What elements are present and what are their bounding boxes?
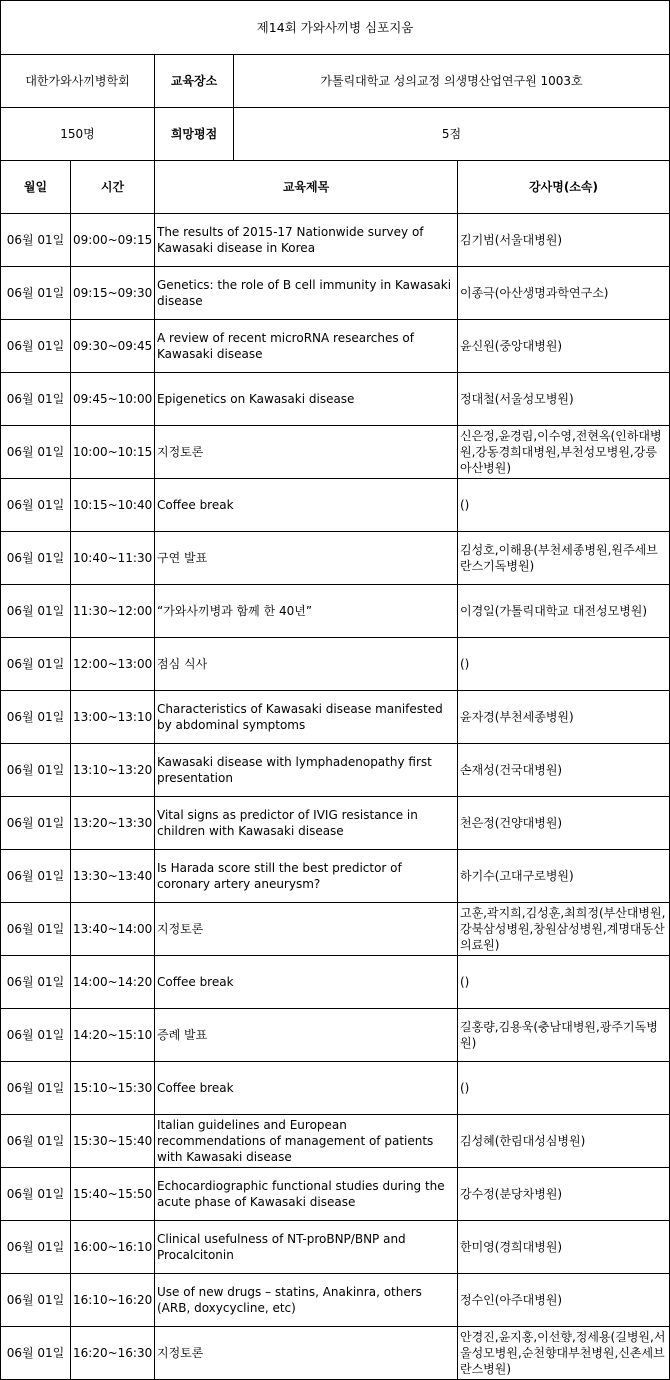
table-row [1, 638, 670, 691]
session-date: 06월 01일 [1, 638, 71, 691]
table-row [1, 744, 670, 797]
session-date: 06월 01일 [1, 1221, 71, 1274]
session-date: 06월 01일 [1, 320, 71, 373]
session-date: 06월 01일 [1, 744, 71, 797]
session-time: 13:10~13:20 [71, 744, 155, 797]
session-time: 15:40~15:50 [71, 1168, 155, 1221]
table-row [1, 1009, 670, 1062]
session-time: 16:00~16:10 [71, 1221, 155, 1274]
session-topic: 지정토론 [155, 1327, 458, 1380]
session-speaker: 김기범(서울대병원) [458, 214, 670, 267]
page-title: 제14회 가와사끼병 심포지움 [1, 1, 670, 55]
session-time: 15:30~15:40 [71, 1115, 155, 1168]
session-topic: 지정토론 [155, 903, 458, 956]
session-date: 06월 01일 [1, 1009, 71, 1062]
session-speaker: 정수인(아주대병원) [458, 1274, 670, 1327]
table-row [1, 479, 670, 532]
header-row [1, 161, 670, 214]
session-speaker: 천은정(건양대병원) [458, 797, 670, 850]
session-date: 06월 01일 [1, 797, 71, 850]
session-topic: Epigenetics on Kawasaki disease [155, 373, 458, 426]
session-speaker: () [458, 479, 670, 532]
session-speaker: 강수정(분당차병원) [458, 1168, 670, 1221]
table-row [1, 267, 670, 320]
table-row [1, 532, 670, 585]
organizer: 대한가와사끼병학회 [1, 55, 155, 108]
session-topic: Italian guidelines and European recommendations of management of patients with Kawasaki disease [155, 1115, 458, 1168]
session-speaker: 안경진,윤지홍,이선향,정세용(길병원,서울성모병원,순천향대부천병원,신촌세브란스병원) [458, 1327, 670, 1380]
session-date: 06월 01일 [1, 267, 71, 320]
session-date: 06월 01일 [1, 479, 71, 532]
session-time: 10:00~10:15 [71, 426, 155, 479]
table-row [1, 426, 670, 479]
session-topic: Clinical usefulness of NT-proBNP/BNP and Procalcitonin [155, 1221, 458, 1274]
table-row [1, 585, 670, 638]
table-row [1, 1221, 670, 1274]
table-row [1, 691, 670, 744]
session-date: 06월 01일 [1, 373, 71, 426]
table-row [1, 373, 670, 426]
session-speaker: 신은정,윤경림,이수영,전현옥(인하대병원,강동경희대병원,부천성모병원,강릉아산병원) [458, 426, 670, 479]
session-date: 06월 01일 [1, 691, 71, 744]
session-topic: Use of new drugs – statins, Anakinra, others (ARB, doxycycline, etc) [155, 1274, 458, 1327]
session-time: 14:20~15:10 [71, 1009, 155, 1062]
session-speaker: 이종극(아산생명과학연구소) [458, 267, 670, 320]
session-speaker: 고훈,곽지희,김성훈,최희정(부산대병원,강북삼성병원,창원삼성병원,계명대동산의료원) [458, 903, 670, 956]
session-date: 06월 01일 [1, 532, 71, 585]
session-time: 13:30~13:40 [71, 850, 155, 903]
header-time: 시간 [71, 161, 155, 214]
session-date: 06월 01일 [1, 1274, 71, 1327]
session-speaker: 하기수(고대구로병원) [458, 850, 670, 903]
table-row [1, 1115, 670, 1168]
session-topic: Vital signs as predictor of IVIG resistance in children with Kawasaki disease [155, 797, 458, 850]
session-speaker: 김성호,이해용(부천세종병원,원주세브란스기독병원) [458, 532, 670, 585]
session-speaker: 정대철(서울성모병원) [458, 373, 670, 426]
venue: 가톨릭대학교 성의교정 의생명산업연구원 1003호 [234, 55, 670, 108]
rating: 5점 [234, 108, 670, 161]
session-date: 06월 01일 [1, 1168, 71, 1221]
session-topic: Echocardiographic functional studies during the acute phase of Kawasaki disease [155, 1168, 458, 1221]
rating-label: 희망평점 [155, 108, 234, 161]
table-row [1, 1062, 670, 1115]
session-time: 15:10~15:30 [71, 1062, 155, 1115]
header-speaker: 강사명(소속) [458, 161, 670, 214]
session-topic: “가와사끼병과 함께 한 40년” [155, 585, 458, 638]
session-topic: The results of 2015-17 Nationwide survey of Kawasaki disease in Korea [155, 214, 458, 267]
session-topic: Coffee break [155, 956, 458, 1009]
session-topic: 구연 발표 [155, 532, 458, 585]
session-date: 06월 01일 [1, 903, 71, 956]
schedule-body [1, 214, 670, 1380]
session-speaker: () [458, 956, 670, 1009]
session-speaker: () [458, 1062, 670, 1115]
header-topic: 교육제목 [155, 161, 458, 214]
session-topic: Is Harada score still the best predictor of coronary artery aneurysm? [155, 850, 458, 903]
session-time: 09:45~10:00 [71, 373, 155, 426]
session-topic: Genetics: the role of B cell immunity in Kawasaki disease [155, 267, 458, 320]
session-topic: Kawasaki disease with lymphadenopathy first presentation [155, 744, 458, 797]
session-time: 13:40~14:00 [71, 903, 155, 956]
session-speaker: 길홍량,김용욱(충남대병원,광주기독병원) [458, 1009, 670, 1062]
session-speaker: 이경일(가톨릭대학교 대전성모병원) [458, 585, 670, 638]
table-row [1, 214, 670, 267]
session-speaker: () [458, 638, 670, 691]
session-topic: 증례 발표 [155, 1009, 458, 1062]
header-date: 월일 [1, 161, 71, 214]
session-date: 06월 01일 [1, 585, 71, 638]
session-speaker: 한미영(경희대병원) [458, 1221, 670, 1274]
session-time: 09:30~09:45 [71, 320, 155, 373]
session-time: 10:15~10:40 [71, 479, 155, 532]
session-topic: Coffee break [155, 479, 458, 532]
table-row [1, 1274, 670, 1327]
session-time: 14:00~14:20 [71, 956, 155, 1009]
table-row [1, 1168, 670, 1221]
session-time: 16:20~16:30 [71, 1327, 155, 1380]
table-row [1, 850, 670, 903]
session-topic: A review of recent microRNA researches of Kawasaki disease [155, 320, 458, 373]
session-date: 06월 01일 [1, 956, 71, 1009]
session-speaker: 김성혜(한림대성심병원) [458, 1115, 670, 1168]
table-row [1, 903, 670, 956]
session-topic: 점심 식사 [155, 638, 458, 691]
session-topic: 지정토론 [155, 426, 458, 479]
rating-row [1, 108, 670, 161]
table-row [1, 797, 670, 850]
venue-label: 교육장소 [155, 55, 234, 108]
session-date: 06월 01일 [1, 214, 71, 267]
session-date: 06월 01일 [1, 426, 71, 479]
session-time: 13:20~13:30 [71, 797, 155, 850]
session-topic: Coffee break [155, 1062, 458, 1115]
venue-row [1, 55, 670, 108]
session-time: 09:00~09:15 [71, 214, 155, 267]
session-time: 10:40~11:30 [71, 532, 155, 585]
session-time: 11:30~12:00 [71, 585, 155, 638]
session-speaker: 손재성(건국대병원) [458, 744, 670, 797]
session-time: 12:00~13:00 [71, 638, 155, 691]
title-row [1, 1, 670, 55]
session-speaker: 윤신원(중앙대병원) [458, 320, 670, 373]
session-date: 06월 01일 [1, 850, 71, 903]
session-topic: Characteristics of Kawasaki disease manifested by abdominal symptoms [155, 691, 458, 744]
session-date: 06월 01일 [1, 1115, 71, 1168]
session-date: 06월 01일 [1, 1062, 71, 1115]
session-date: 06월 01일 [1, 1327, 71, 1380]
session-time: 13:00~13:10 [71, 691, 155, 744]
table-row [1, 320, 670, 373]
table-row [1, 1327, 670, 1380]
session-time: 09:15~09:30 [71, 267, 155, 320]
table-row [1, 956, 670, 1009]
capacity: 150명 [1, 108, 155, 161]
session-speaker: 윤자경(부천세종병원) [458, 691, 670, 744]
session-time: 16:10~16:20 [71, 1274, 155, 1327]
